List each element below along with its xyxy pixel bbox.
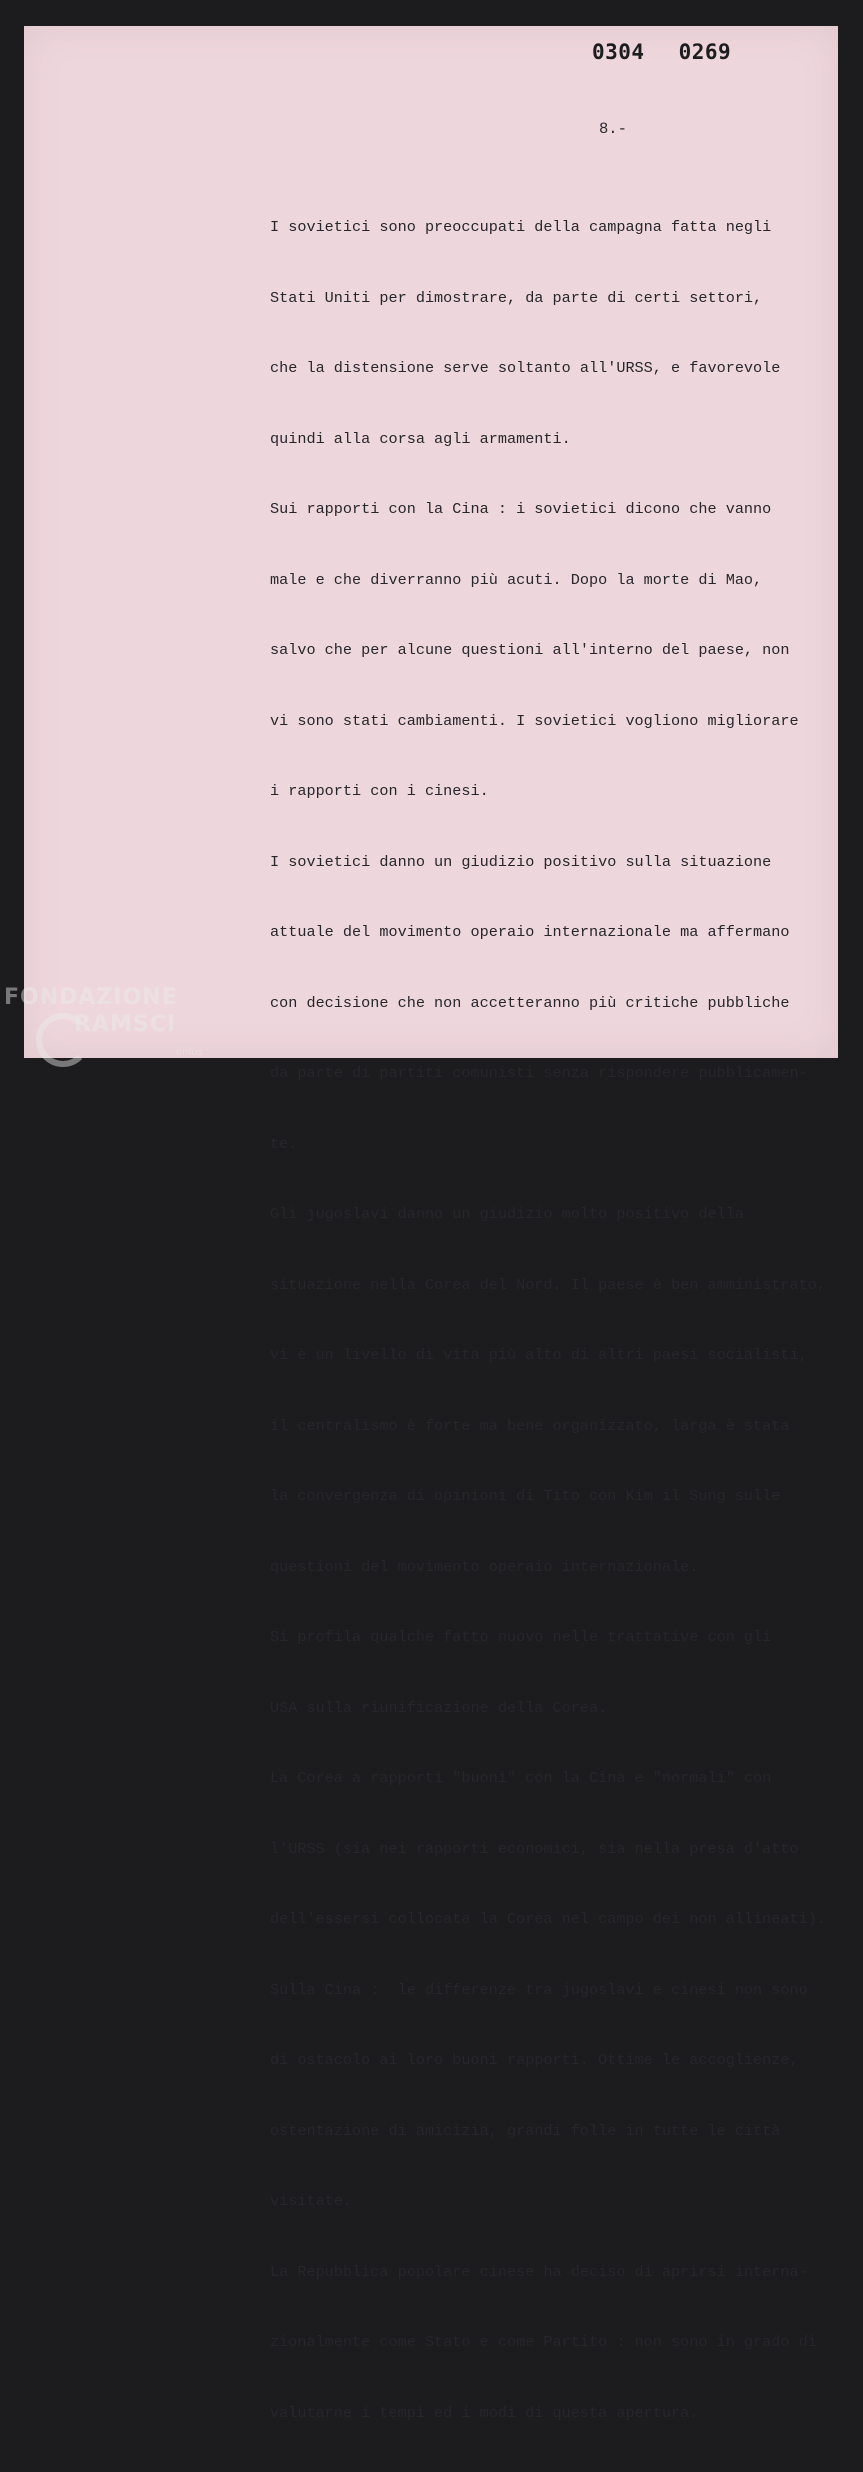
- text-line: USA sulla riunificazione della Corea.: [270, 1698, 608, 1717]
- text-line: dell'essersi collocata la Corea nel campo dei non allineati).: [270, 1910, 826, 1928]
- text-line: l'URSS (sia nei rapporti economici, sia nella presa d'atto: [270, 1839, 799, 1858]
- text-line: La Corea a rapporti "buoni" con la Cina e "normali" con: [270, 1769, 772, 1787]
- text-line: di ostacolo ai loro buoni rapporti. Ottime le accoglienze,: [270, 2051, 799, 2069]
- text-line: valutarne i tempi ed i modi di questa apertura.: [270, 2403, 699, 2422]
- text-line: con decisione che non accetteranno più critiche pubbliche: [270, 993, 790, 1012]
- archive-number-stamp: [592, 40, 731, 64]
- text-line: Sulla Cina : le differenze tra jugoslavi e cinesi non sono: [270, 1980, 808, 1999]
- text-line: che la distensione serve soltanto all'URSS, e favorevole: [270, 359, 781, 377]
- text-line: vi è un livello di vita più alto di altri paesi socialisti,: [270, 1346, 808, 1364]
- archive-number-2: 0269: [678, 40, 732, 64]
- text-line: Si profila qualche fatto nuovo nelle trattative con gli: [270, 1628, 772, 1646]
- text-line: zionalmente come Stato e come Partito : non sono in grado di: [270, 2333, 817, 2351]
- text-line: questioni del movimento operaio internazionale.: [270, 1557, 699, 1576]
- document-page: [24, 26, 838, 2422]
- text-line: la convergenza di opinioni di Tito con Kim il Sung sulle: [270, 1487, 781, 1505]
- text-line: Stati Uniti per dimostrare, da parte di certi settori,: [270, 288, 763, 307]
- body-text: [270, 169, 850, 2472]
- fondazione-gramsci-watermark: [4, 985, 224, 1075]
- text-line: I sovietici sono preoccupati della campagna fatta negli: [270, 218, 772, 236]
- text-line: male e che diverranno più acuti. Dopo la morte di Mao,: [270, 570, 763, 589]
- watermark-line-2: RAMSCI: [74, 1012, 177, 1037]
- watermark-line-1: FONDAZIONE: [4, 985, 178, 1010]
- text-line: Sui rapporti con la Cina : i sovietici dicono che vanno: [270, 500, 772, 518]
- text-line: Gli jugoslavi danno un giudizio molto positivo della: [270, 1205, 744, 1223]
- text-line: te.: [270, 1134, 298, 1153]
- text-line: attuale del movimento operaio internazionale ma affermano: [270, 923, 790, 941]
- page-number: 8.-: [599, 120, 627, 138]
- archive-number-1: 0304: [592, 40, 645, 64]
- text-line: il centralismo è forte ma bene organizzato, larga è stata: [270, 1416, 790, 1435]
- text-line: salvo che per alcune questioni all'interno del paese, non: [270, 641, 790, 659]
- text-line: La Repubblica popolare cinese ha deciso di aprirsi interna-: [270, 2262, 808, 2281]
- text-line: visitate.: [270, 2192, 353, 2210]
- text-line: vi sono stati cambiamenti. I sovietici vogliono migliorare: [270, 711, 799, 730]
- text-line: ostentazione di amicizia, grandi folle in tutte le città: [270, 2121, 781, 2140]
- text-line: situazione nella Corea del Nord. Il paese è ben amministrato,: [270, 1275, 826, 1294]
- text-line: quindi alla corsa agli armamenti.: [270, 429, 571, 448]
- text-line: i rapporti con i cinesi.: [270, 782, 489, 800]
- text-line: I sovietici danno un giudizio positivo sulla situazione: [270, 852, 772, 871]
- watermark-tag: onlus: [176, 1047, 203, 1058]
- text-line: da parte di partiti comunisti senza rispondere pubblicamen-: [270, 1064, 808, 1082]
